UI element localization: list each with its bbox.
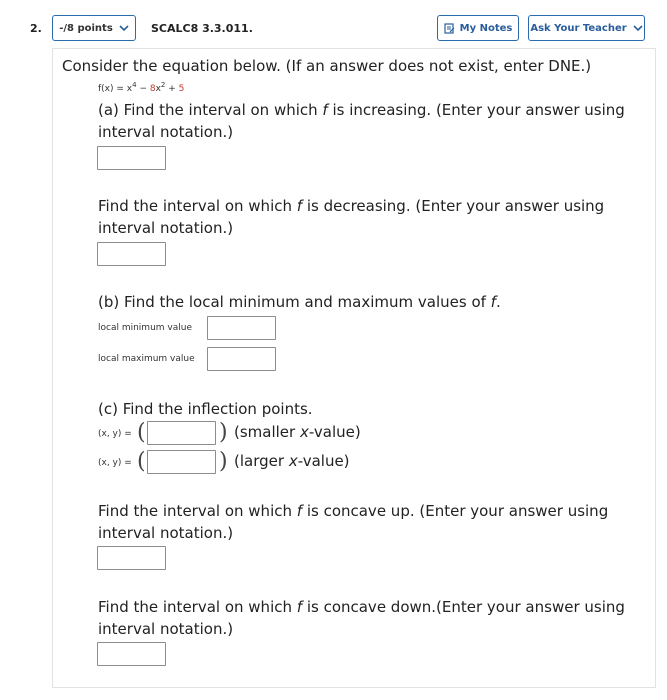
point-label: (x, y) =: [98, 429, 132, 439]
close-paren: ): [219, 449, 228, 474]
increasing-question-line2: interval notation.): [98, 123, 234, 141]
close-paren: ): [219, 420, 228, 445]
question-number: 2.: [30, 22, 42, 35]
function-symbol: f: [322, 101, 328, 119]
local-min-label: local minimum value: [98, 323, 192, 333]
larger-x-label: [234, 452, 350, 470]
question-text: Find the interval on which: [98, 502, 297, 520]
question-text: (b) Find the local minimum and maximum values of: [98, 293, 491, 311]
question-text: is increasing. (Enter your answer using: [327, 101, 625, 119]
equation-constant: 5: [178, 84, 185, 94]
smaller-x-label: [234, 423, 361, 441]
variable-symbol: x: [299, 423, 309, 441]
concave-up-question-line2: interval notation.): [98, 524, 234, 542]
equation-exponent: 2: [160, 81, 166, 89]
concave-down-question-line2: interval notation.): [98, 620, 234, 638]
increasing-interval-input[interactable]: [97, 146, 166, 170]
decreasing-interval-input[interactable]: [97, 242, 166, 266]
equation-coefficient: 8: [149, 84, 156, 94]
local-max-input[interactable]: [207, 347, 276, 371]
point-label: (x, y) =: [98, 458, 132, 468]
equation: [98, 81, 184, 94]
question-text: .: [495, 293, 501, 311]
chevron-down-icon: [119, 23, 129, 33]
increasing-question: [98, 101, 625, 119]
ask-teacher-button[interactable]: [528, 15, 645, 41]
label-text: -value): [297, 452, 350, 470]
concave-up-input[interactable]: [97, 546, 166, 570]
local-min-input[interactable]: [207, 316, 276, 340]
inflection-question: (c) Find the inflection points.: [98, 400, 313, 418]
question-text: Find the interval on which: [98, 598, 297, 616]
chevron-down-icon: [633, 23, 643, 33]
equation-operator: −: [136, 84, 150, 94]
label-text: (larger: [234, 452, 289, 470]
local-max-label: local maximum value: [98, 354, 195, 364]
question-prompt: Consider the equation below. (If an answer does not exist, enter DNE.): [62, 57, 592, 75]
concave-down-question: [98, 598, 625, 616]
question-panel: [52, 48, 656, 688]
open-paren: (: [137, 420, 146, 445]
local-extrema-question: [98, 293, 501, 311]
inflection-smaller-input[interactable]: [147, 421, 216, 445]
concave-down-input[interactable]: [97, 642, 166, 666]
equation-exponent: 4: [132, 81, 137, 89]
equation-lhs: f(x) = x: [98, 84, 133, 94]
question-text: (a) Find the interval on which: [98, 101, 323, 119]
function-symbol: f: [296, 598, 303, 616]
equation-variable: x: [155, 84, 161, 94]
decreasing-question-line2: interval notation.): [98, 219, 234, 237]
decreasing-question: [98, 197, 604, 215]
question-id: SCALC8 3.3.011.: [151, 22, 253, 35]
question-text: Find the interval on which: [98, 197, 297, 215]
label-text: -value): [308, 423, 361, 441]
equation-operator: +: [165, 84, 179, 94]
points-dropdown[interactable]: [52, 15, 136, 41]
my-notes-button[interactable]: [437, 15, 519, 41]
open-paren: (: [137, 449, 146, 474]
notes-icon: [444, 23, 455, 34]
question-text: is decreasing. (Enter your answer using: [302, 197, 605, 215]
function-symbol: f: [296, 197, 303, 215]
ask-teacher-label: Ask Your Teacher: [530, 22, 627, 34]
question-text: is concave down.(Enter your answer using: [302, 598, 625, 616]
question-text: is concave up. (Enter your answer using: [302, 502, 609, 520]
concave-up-question: [98, 502, 608, 520]
points-label: -/8 points: [59, 22, 113, 34]
my-notes-label: My Notes: [459, 22, 513, 34]
function-symbol: f: [296, 502, 303, 520]
label-text: (smaller: [234, 423, 300, 441]
inflection-larger-input[interactable]: [147, 450, 216, 474]
function-symbol: f: [490, 293, 496, 311]
variable-symbol: x: [288, 452, 298, 470]
